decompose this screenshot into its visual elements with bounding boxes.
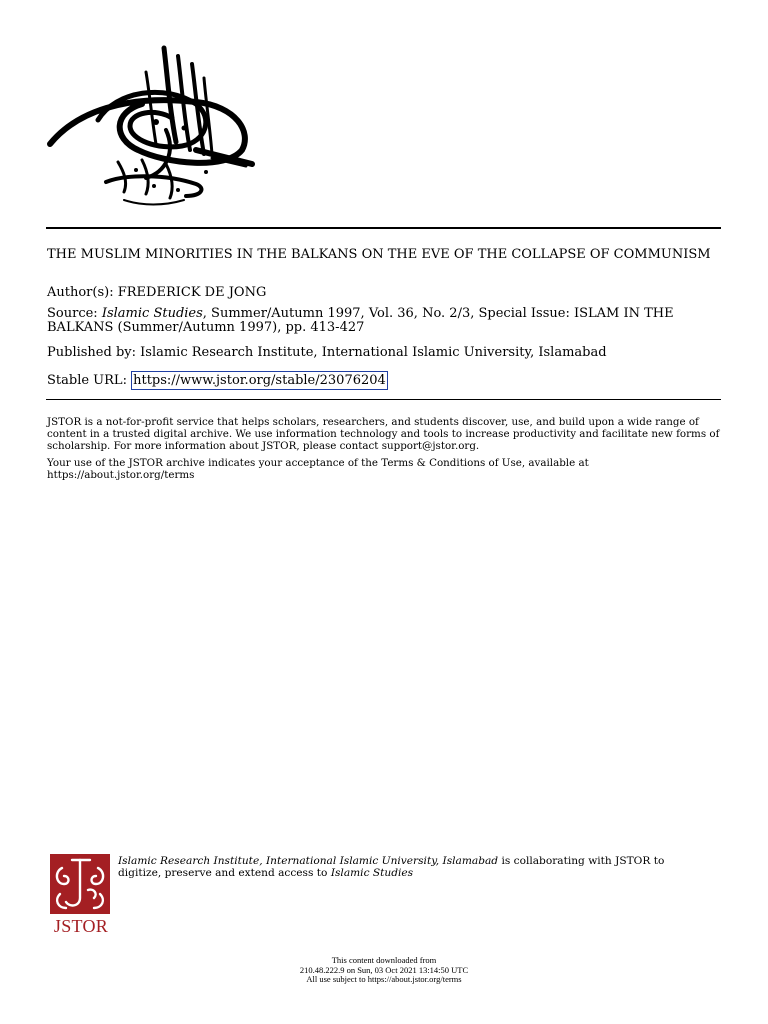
jstor-logo-mark bbox=[50, 854, 110, 914]
terms-notice: Your use of the JSTOR archive indicates your acceptance of the Terms & Conditions of Use, available at https://about.jstor.org/terms bbox=[47, 457, 589, 481]
author-name: FREDERICK DE JONG bbox=[117, 285, 267, 300]
footer-line-2: 210.48.222.9 on Sun, 03 Oct 2021 13:14:50 UTC bbox=[299, 964, 469, 975]
footer-line-3: All use subject to https://about.jstor.org/terms bbox=[306, 974, 462, 985]
article-title: THE MUSLIM MINORITIES IN THE BALKANS ON THE EVE OF THE COLLAPSE OF COMMUNISM bbox=[47, 247, 711, 262]
collaboration-institution: Islamic Research Institute, International Islamic University, Islamabad bbox=[118, 855, 499, 867]
stable-url-link[interactable]: https://www.jstor.org/stable/23076204 bbox=[133, 373, 386, 388]
download-footer bbox=[184, 956, 584, 985]
footer-line-1: This content downloaded from bbox=[331, 955, 437, 965]
source-journal: Islamic Studies bbox=[101, 306, 203, 321]
collaboration-notice bbox=[118, 855, 678, 879]
publisher-line bbox=[47, 346, 723, 360]
journal-calligraphy-logo bbox=[46, 42, 256, 210]
jstor-logo bbox=[48, 854, 114, 936]
source-line bbox=[47, 307, 723, 335]
author-label: Author(s): bbox=[47, 285, 114, 300]
jstor-logo-wordmark: JSTOR bbox=[53, 916, 109, 936]
collaboration-journal: Islamic Studies bbox=[330, 867, 414, 879]
section-divider bbox=[46, 399, 721, 400]
collaboration-text: is collaborating with JSTOR to digitize, preserve and extend access to bbox=[118, 855, 665, 879]
source-details: , Summer/Autumn 1997, Vol. 36, No. 2/3, Special Issue: ISLAM IN THE BALKANS (Summer/Autumn 1997), pp. 413-427 bbox=[47, 306, 674, 335]
publisher-name: Islamic Research Institute, International Islamic University, Islamabad bbox=[140, 345, 607, 360]
header-rule bbox=[46, 227, 721, 229]
author-line bbox=[47, 286, 723, 300]
source-label: Source: bbox=[47, 306, 98, 321]
jstor-description: JSTOR is a not-for-profit service that helps scholars, researchers, and students discover, use, and build upon a wide range of content in a trusted digital archive. We use information technology and tools to increase productivity and facilitate new forms of scholarship. For more information about JSTOR, please contact support@jstor.org. bbox=[47, 416, 720, 452]
publisher-label: Published by: bbox=[47, 345, 136, 360]
jstor-logo-emblem-icon bbox=[50, 854, 110, 914]
stable-url-label: Stable URL: bbox=[47, 373, 127, 388]
stable-url-line bbox=[47, 374, 723, 388]
